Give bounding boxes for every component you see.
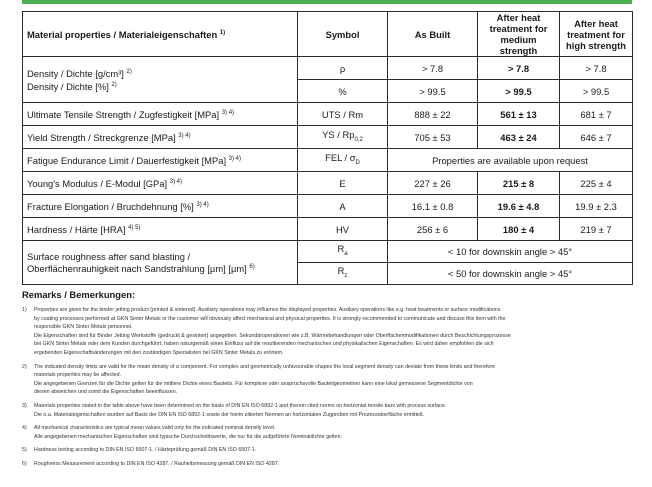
density-high-2: > 99.5 [560,80,633,103]
uts-as-built: 888 ± 22 [388,103,478,126]
table-row [23,195,633,218]
roughness-symbol-2: $R_z$ [298,263,388,285]
density-symbol-2: % [298,80,388,103]
uts-medium: 561 ± 13 [478,103,560,126]
remark-note: 1) Properties are given for the binder jetting product (printed & sintered). Auxiliary operations may influence the displayed properties. Auxiliary operations like e.g. heat treatments or surface modifications by coating processes performed at GKN Sinter Metals or the customer will obviously affect mechanical and physical properties. It is strongly recommended to communicate and discuss this item with the responsible GKN Sinter Metals personnel. Die Eigenschaften sind für Binder Jetting Werkstoffe (gedruckt & gesintert) angegeben. Sekundäroperationen wie z.B. Wärmebehandlungen oder Oberflächenmodifikationen durch Beschichtungsprozesse bei GKN Sinter Metals oder dem Kunden durchgeführt, haben naturgemäß einen Einfluss auf die resultierenden mechanischen und physikalischen Eigenschaften. Es wird daher empfohlen die sich ergebenden Eigenschaftsänderungen mit den zuständigen Spezialisten bei GKN Sinter Metals zu erörtern. [22,307,511,356]
density-medium-2: > 99.5 [478,80,560,103]
density-label: Density / Dichte [g/cm³] $^{2)}$ Density / Dichte [%] $^{2)}$ [23,57,298,103]
remark-note: 2) The indicated density limits are valid for the mean density of a component. For complex and geometrically unfavourable shapes the local segment density can deviate from these limits and therefore materials properties may be affected. Die angegebenen Grenzen für die Dichte gelten für die mittlere Dichte eines Bauteils. Für komplexe oder anspruchsvolle Bauteilgeometrien kann eine lokal gemessene Segmentdichte von diesen abweichen und somit die Eigenschaften beeinflussen. [22,363,496,396]
yield-medium: 463 ± 24 [478,126,560,149]
header-as-built: As Built [388,12,478,57]
yield-as-built: 705 ± 53 [388,126,478,149]
hardness-as-built: 256 ± 6 [388,218,478,241]
material-properties-table [22,11,633,285]
modulus-high: 225 ± 4 [560,172,633,195]
remark-note: 3) Materials properties stated in the table above have been determined on the basis of DIN EN ISO 6892-1 and therein cited norms on horizontal tensile bars with process surface. Die o.a. Materialeigenschaften wurden auf Basis der DIN EN ISO 6892-1 sowie der hierin zitierten Normen an horizontalen Zugproben mit Prozessoberfläche ermittelt. [22,402,447,418]
density-as-built-1: > 7.8 [388,57,478,80]
elongation-high: 19.9 ± 2.3 [560,195,633,218]
fatigue-value: Properties are available upon request [388,149,633,172]
hardness-high: 219 ± 7 [560,218,633,241]
remark-note: 5) Hardness testing according to DIN EN ISO 6507-1. / Härteprüfung gemäß DIN EN ISO 6507-1. [22,447,257,454]
modulus-as-built: 227 ± 26 [388,172,478,195]
density-medium-1: > 7.8 [478,57,560,80]
roughness-symbol-1: $R_a$ [298,241,388,263]
modulus-label: Young's Modulus / E-Modul [GPa] $^{3) 4)}$ [23,172,298,195]
remark-note: 4) All mechanical characteristics are typical mean values valid only for the indicated nominal density level. Alle angegebenen mechanischen Eigenschaften sind typische Durchschnittswerte, die nur für die aufgeführte Nominaldichte gelten. [22,425,342,440]
roughness-value-1: < 10 for downskin angle > 45° [388,241,633,263]
uts-symbol: UTS / Rm [298,103,388,126]
density-high-1: > 7.8 [560,57,633,80]
modulus-symbol: E [298,172,388,195]
elongation-symbol: A [298,195,388,218]
table-row [23,103,633,126]
fatigue-label: Fatigue Endurance Limit / Dauerfestigkeit [MPa] $^{3) 4)}$ [23,149,298,172]
table-row [23,57,633,80]
header-high-strength: After heat treatment for high strength [560,12,633,57]
remarks-section [22,289,632,474]
uts-high: 681 ± 7 [560,103,633,126]
table-header-row [23,12,633,57]
elongation-label: Fracture Elongation / Bruchdehnung [%] $^{3) 4)}$ [23,195,298,218]
roughness-label: Surface roughness after sand blasting / Oberflächenrauhigkeit nach Sandstrahlung [µm] [µm] $^{6)}$ [23,241,298,285]
remarks-title: Remarks / Bemerkungen: [22,289,136,300]
remark-note: 6) Roughness Measurement according to DIN EN ISO 4287. / Rauheitsmessung gemäß DIN EN ISO 4287. [22,460,280,467]
header-medium-strength: After heat treatment for medium strength [478,12,560,57]
yield-label: Yield Strength / Streckgrenze [MPa] $^{3) 4)}$ [23,126,298,149]
modulus-medium: 215 ± 8 [478,172,560,195]
density-as-built-2: > 99.5 [388,80,478,103]
table-row [23,172,633,195]
table-row [23,149,633,172]
roughness-value-2: < 50 for downskin angle > 45° [388,263,633,285]
hardness-medium: 180 ± 4 [478,218,560,241]
yield-symbol: YS / $Rp_{0,2}$ [298,126,388,149]
header-symbol: Symbol [298,12,388,57]
table-row [23,126,633,149]
hardness-label: Hardness / Härte [HRA] $^{4) 5)}$ [23,218,298,241]
uts-label: Ultimate Tensile Strength / Zugfestigkeit [MPa] $^{3) 4)}$ [23,103,298,126]
top-accent-bar [22,0,632,4]
elongation-medium: 19.6 ± 4.8 [478,195,560,218]
fatigue-symbol: FEL / $\sigma_D$ [298,149,388,172]
header-property: Material properties / Materialeigenschaften $^{1)}$ [23,12,298,57]
elongation-as-built: 16.1 ± 0.8 [388,195,478,218]
yield-high: 646 ± 7 [560,126,633,149]
table-row [23,241,633,263]
table-row [23,218,633,241]
hardness-symbol: HV [298,218,388,241]
density-symbol-1: ρ [298,57,388,80]
